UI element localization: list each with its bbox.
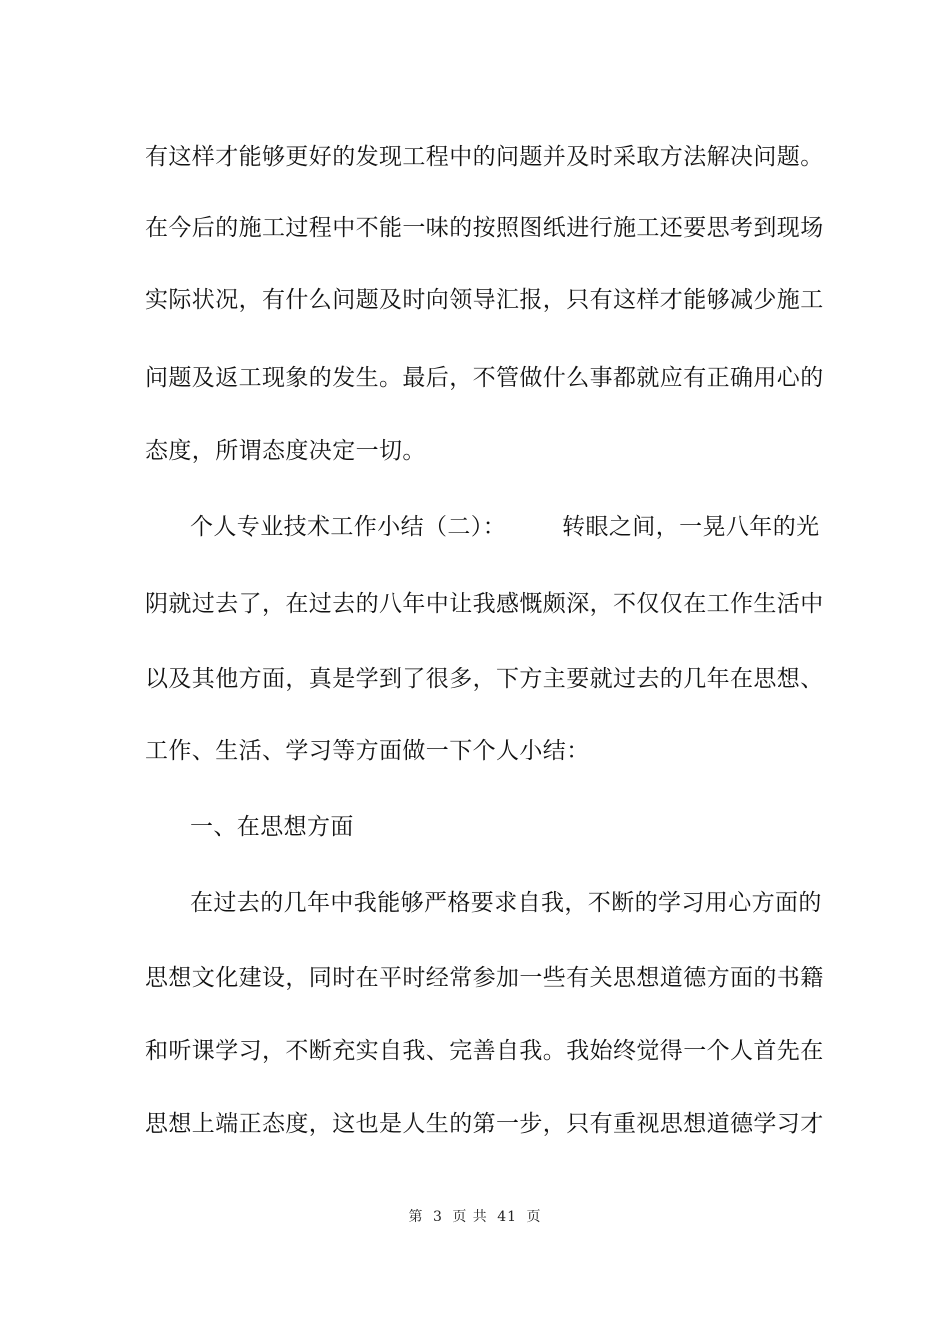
body-text-line: 态度，所谓态度决定一切。 — [145, 438, 426, 464]
body-text-line: 思想上端正态度，这也是人生的第一步，只有重视思想道德学习才 — [145, 1111, 824, 1137]
subsection-heading: 一、在思想方面 — [190, 814, 354, 840]
body-text-line: 工作、生活、学习等方面做一下个人小结： — [145, 738, 590, 764]
footer-suffix: 页 — [526, 1209, 542, 1225]
section-heading-line — [190, 512, 820, 542]
body-text-line: 实际状况，有什么问题及时向领导汇报，只有这样才能够减少施工 — [145, 287, 824, 313]
body-text-line: 问题及返工现象的发生。最后，不管做什么事都就应有正确用心的 — [145, 365, 824, 391]
body-text-line: 思想文化建设，同时在平时经常参加一些有关思想道德方面的书籍 — [145, 965, 824, 991]
body-text-line: 以及其他方面，真是学到了很多，下方主要就过去的几年在思想、 — [145, 666, 824, 692]
paragraph-first-line: 在过去的几年中我能够严格要求自我，不断的学习用心方面的 — [190, 890, 822, 916]
body-text-line: 在今后的施工过程中不能一味的按照图纸进行施工还要思考到现场 — [145, 215, 824, 241]
page-number: 3 — [432, 1209, 443, 1225]
total-pages: 41 — [497, 1209, 518, 1225]
footer-middle: 页 共 — [452, 1209, 488, 1225]
section-heading: 个人专业技术工作小结（二）： — [190, 514, 507, 540]
page-footer — [0, 1208, 950, 1226]
body-text-line: 阴就过去了，在过去的八年中让我感慨颇深，不仅仅在工作生活中 — [145, 591, 824, 617]
body-text-line: 和听课学习，不断充实自我、完善自我。我始终觉得一个人首先在 — [145, 1038, 824, 1064]
section-continuation: 转眼之间，一晃八年的光 — [562, 514, 820, 540]
body-text-line: 有这样才能够更好的发现工程中的问题并及时采取方法解决问题。 — [145, 144, 824, 170]
footer-prefix: 第 — [408, 1209, 424, 1225]
